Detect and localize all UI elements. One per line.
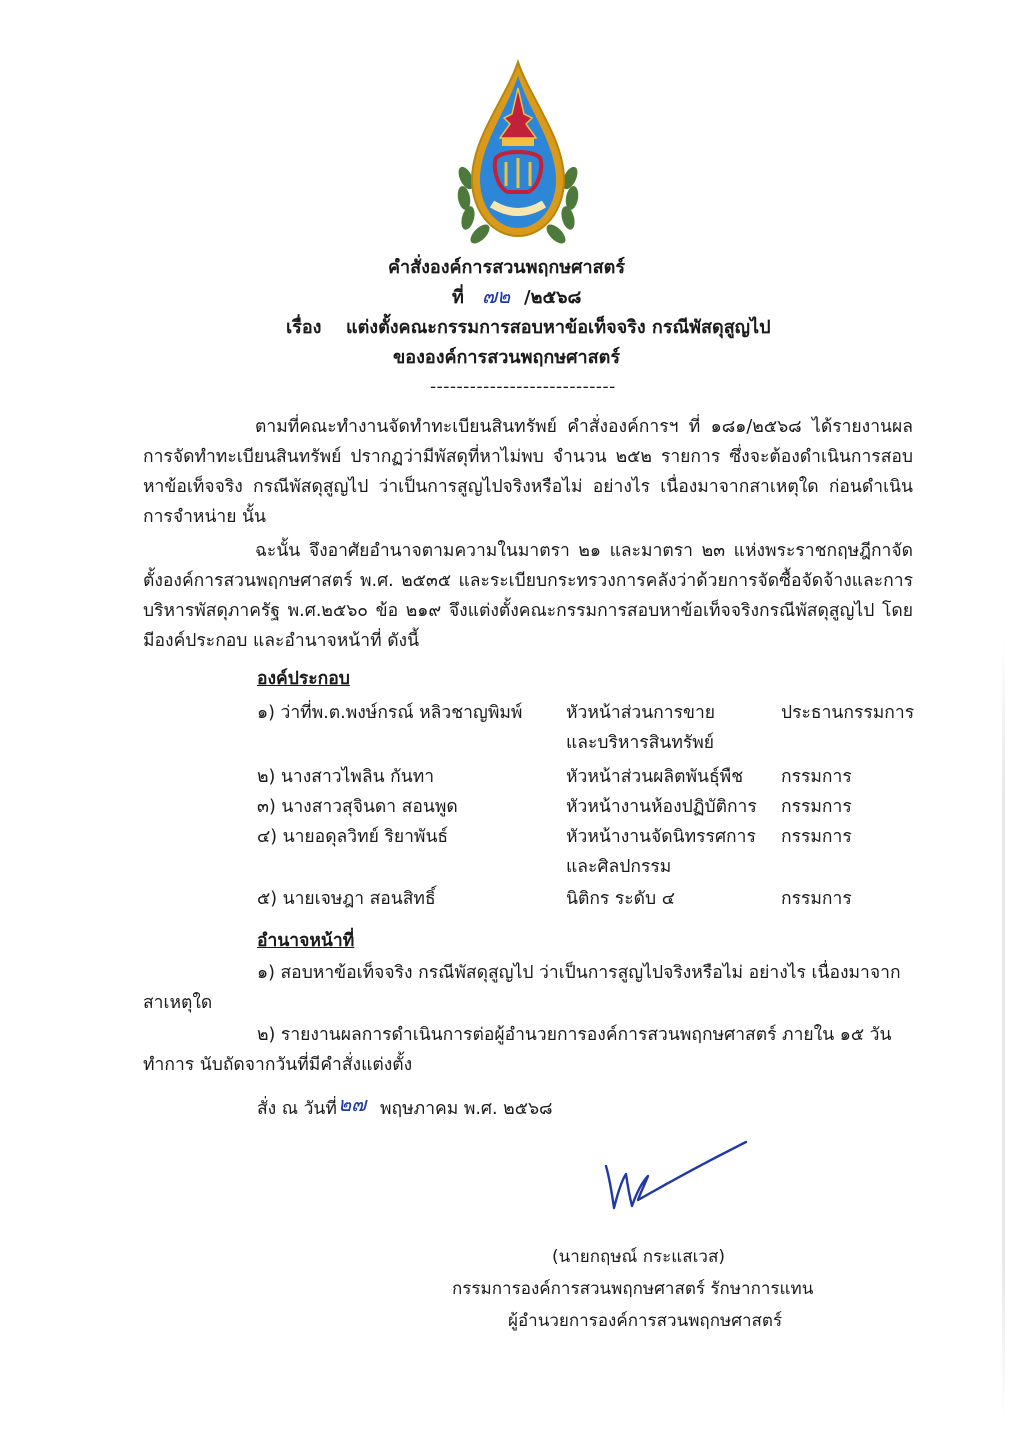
date-suffix: พฤษภาคม พ.ศ. ๒๕๖๘ <box>380 1099 553 1119</box>
member-4-position-2: และศิลปกรรม <box>566 857 672 877</box>
member-4-role: กรรมการ <box>781 827 852 847</box>
member-1-position: หัวหน้าส่วนการขาย <box>566 703 716 723</box>
signer-name: (นายกฤษณ์ กระแสเวส) <box>552 1247 725 1267</box>
member-1-name: ๑) ว่าที่พ.ต.พงษ์กรณ์ หลิวชาญพิมพ์ <box>257 703 523 723</box>
member-4-position: หัวหน้างานจัดนิทรรศการ <box>566 827 756 847</box>
subject-line-1: แต่งตั้งคณะกรรมการสอบหาข้อเท็จจริง กรณีพัสดุสูญไป <box>346 317 771 338</box>
order-number-year: /๒๕๖๘ <box>524 287 582 308</box>
subject-line-2: ขององค์การสวนพฤกษศาสตร์ <box>392 347 621 368</box>
member-1-role: ประธานกรรมการ <box>781 703 915 723</box>
member-4-name: ๔) นายอดุลวิทย์ ริยาพันธ์ <box>257 827 449 847</box>
body-paragraph-1 <box>143 412 913 532</box>
member-2-role: กรรมการ <box>781 767 852 787</box>
scan-edge-shadow <box>1002 640 1005 1420</box>
subject-label: เรื่อง <box>286 317 322 338</box>
duty-1-line-2: สาเหตุใด <box>143 993 213 1013</box>
member-5-role: กรรมการ <box>781 889 852 909</box>
body-paragraph-2-text: ฉะนั้น จึงอาศัยอำนาจตามความในมาตรา ๒๑ และมาตรา ๒๓ แห่งพระราชกฤษฎีกาจัดตั้งองค์การสวนพฤกษศาสตร์ พ.ศ. ๒๕๓๕ และระเบียบกระทรวงการคลังว่าด้วยการจัดซื้อจัดจ้างและการบริหารพัสดุภาครัฐ พ.ศ.๒๕๖๐ ข้อ ๒๑๙ จึงแต่งตั้งคณะกรรมการสอบหาข้อเท็จจริงกรณีพัสดุสูญไป โดยมีองค์ประกอบ และอำนาจหน้าที่ ดังนี้ <box>143 541 913 651</box>
member-5-position: นิติกร ระดับ ๔ <box>566 889 675 909</box>
signer-title-1: กรรมการองค์การสวนพฤกษศาสตร์ รักษาการแทน <box>452 1279 814 1299</box>
date-prefix: สั่ง ณ วันที่ <box>257 1099 337 1119</box>
composition-heading: องค์ประกอบ <box>257 669 350 689</box>
duty-2-line-2: ทำการ นับถัดจากวันที่มีคำสั่งแต่งตั้ง <box>143 1055 413 1075</box>
order-title: คำสั่งองค์การสวนพฤกษศาสตร์ <box>387 257 626 278</box>
member-2-name: ๒) นางสาวไพลิน กันทา <box>257 767 435 787</box>
member-3-position: หัวหน้างานห้องปฏิบัติการ <box>566 797 757 817</box>
member-5-name: ๕) นายเจษฎา สอนสิทธิ์ <box>257 889 436 909</box>
body-paragraph-1-text: ตามที่คณะทำงานจัดทำทะเบียนสินทรัพย์ คำสั่งองค์การฯ ที่ ๑๘๑/๒๕๖๘ ได้รายงานผลการจัดทำทะเบียนสินทรัพย์ ปรากฏว่ามีพัสดุที่หาไม่พบ จำนวน ๒๕๒ รายการ ซึ่งจะต้องดำเนินการสอบหาข้อเท็จจริง กรณีพัสดุสูญไป ว่าเป็นการสูญไปจริงหรือไม่ อย่างไร เนื่องมาจากสาเหตุใด ก่อนดำเนินการจำหน่าย นั้น <box>143 417 913 527</box>
order-number-label: ที่ <box>452 287 464 308</box>
organization-emblem-icon <box>452 58 584 248</box>
order-number-handwritten: ๗๒ <box>482 284 511 308</box>
body-paragraph-2 <box>143 536 913 656</box>
handwritten-signature-icon <box>596 1136 756 1226</box>
date-day-handwritten: ๒๗ <box>338 1092 367 1116</box>
member-3-name: ๓) นางสาวสุจินดา สอนพูด <box>257 797 458 817</box>
duty-1-line-1: ๑) สอบหาข้อเท็จจริง กรณีพัสดุสูญไป ว่าเป็นการสูญไปจริงหรือไม่ อย่างไร เนื่องมาจาก <box>257 963 901 983</box>
duty-2-line-1: ๒) รายงานผลการดำเนินการต่อผู้อำนวยการองค์การสวนพฤกษศาสตร์ ภายใน ๑๕ วัน <box>257 1025 892 1045</box>
signer-title-2: ผู้อำนวยการองค์การสวนพฤกษศาสตร์ <box>508 1311 783 1331</box>
duties-heading: อำนาจหน้าที่ <box>257 931 355 951</box>
member-1-position-2: และบริหารสินทรัพย์ <box>566 733 715 753</box>
member-3-role: กรรมการ <box>781 797 852 817</box>
member-2-position: หัวหน้าส่วนผลิตพันธุ์พืช <box>566 767 744 787</box>
header-divider: ---------------------------- <box>430 377 616 397</box>
